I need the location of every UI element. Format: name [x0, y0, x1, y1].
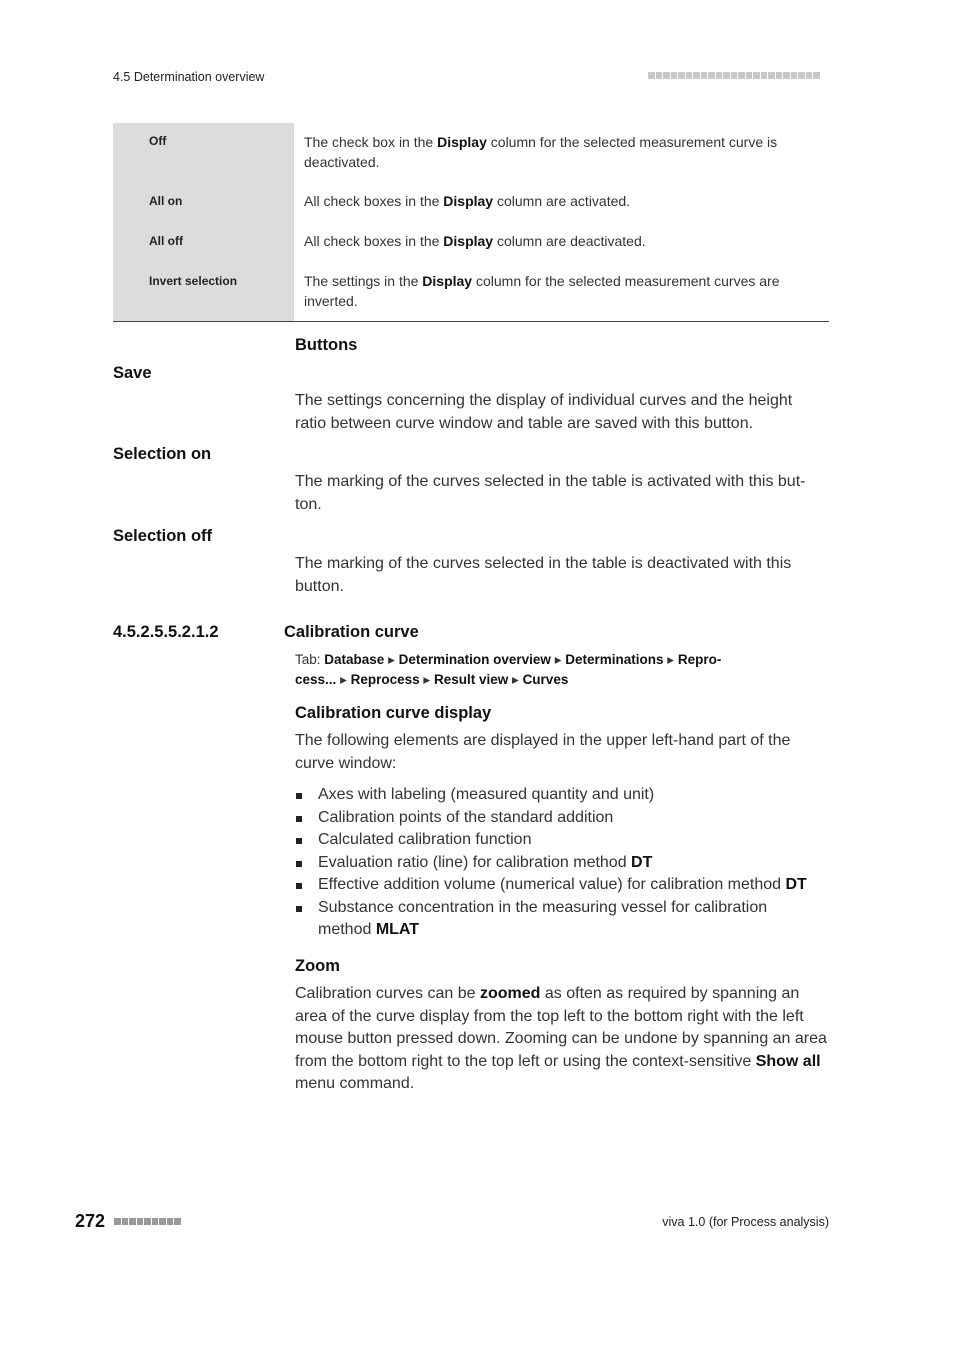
buttons-heading: Buttons [295, 336, 358, 354]
table-value: All check boxes in the Display column are activated. [304, 193, 631, 209]
header-dot-bar [648, 72, 828, 81]
table-key: All off [113, 223, 294, 263]
path-separator-icon: ▸ [512, 671, 519, 687]
display-heading: Calibration curve display [295, 704, 492, 722]
table-row [113, 183, 829, 223]
table-key: Off [113, 123, 294, 183]
list-item: Axes with labeling (measured quantity and unit) [295, 784, 829, 807]
footer-dot-bar [114, 1218, 181, 1225]
list-item: Effective addition volume (numerical value) for calibration method DT [295, 874, 829, 897]
table-value: The check box in the Display column for the selected measurement curve is deactivated. [304, 134, 778, 170]
save-label: Save [113, 364, 152, 382]
section-number: 4.5.2.5.5.2.1.2 [113, 623, 219, 641]
selection-on-label: Selection on [113, 445, 212, 463]
selection-off-label: Selection off [113, 527, 213, 545]
table-key: All on [113, 183, 294, 223]
section-title: Calibration curve [284, 623, 419, 641]
page-number: 272 [75, 1211, 106, 1231]
path-separator-icon: ▸ [667, 652, 675, 667]
table-row [113, 123, 829, 183]
tab-path-item: Repro-cess... [295, 652, 722, 687]
path-separator-icon: ▸ [423, 671, 431, 687]
tab-path-item: Result view [433, 671, 509, 687]
list-item: Calibration points of the standard addition [295, 807, 829, 830]
tab-path-item: Determination overview [398, 652, 551, 667]
table-value: The settings in the Display column for the selected measurement curves are inverted. [304, 273, 780, 309]
selection-off-description: The marking of the curves selected in the table is deactivated with this button. [295, 555, 792, 595]
table-row [113, 263, 829, 321]
zoom-paragraph: Calibration curves can be zoomed as often as required by spanning an area of the curve display from the top left to the bottom right with the left mouse button pressed down. Zooming can be undone by spanning an area from the bottom right to the top left or using the context-sensitive Show all menu command. [295, 985, 827, 1092]
list-item: Calculated calibration function [295, 829, 829, 852]
table-key: Invert selection [113, 263, 294, 321]
save-description: The settings concerning the display of individual curves and the height ratio between curve window and table are saved with this button. [295, 392, 793, 432]
selection-on-description: The marking of the curves selected in the table is activated with this but- ton. [295, 473, 806, 513]
display-intro: The following elements are displayed in the upper left-hand part of the curve window: [295, 732, 791, 772]
tab-path-item: Database [324, 652, 385, 667]
table-row [113, 223, 829, 263]
tab-path-item: Curves [522, 671, 569, 687]
menu-options-table [113, 123, 829, 322]
tab-path-item: Determinations [565, 652, 664, 667]
display-element-list [295, 784, 829, 942]
tab-path-item: Reprocess [350, 671, 420, 687]
path-separator-icon: ▸ [388, 652, 395, 667]
tab-navigation-path: Tab: Database ▸ Determination overview ▸ Determinations ▸ Repro-cess... ▸ Reprocess ▸ Result view ▸ Curves [295, 652, 722, 687]
table-value: All check boxes in the Display column are deactivated. [304, 233, 646, 249]
product-name: viva 1.0 (for Process analysis) [662, 1215, 829, 1229]
running-header-section: 4.5 Determination overview [113, 70, 265, 84]
path-separator-icon: ▸ [340, 671, 347, 687]
list-item: Evaluation ratio (line) for calibration method DT [295, 852, 829, 875]
zoom-heading: Zoom [295, 957, 340, 975]
list-item: Substance concentration in the measuring vessel for calibration method MLAT [295, 897, 829, 942]
path-separator-icon: ▸ [554, 652, 562, 667]
